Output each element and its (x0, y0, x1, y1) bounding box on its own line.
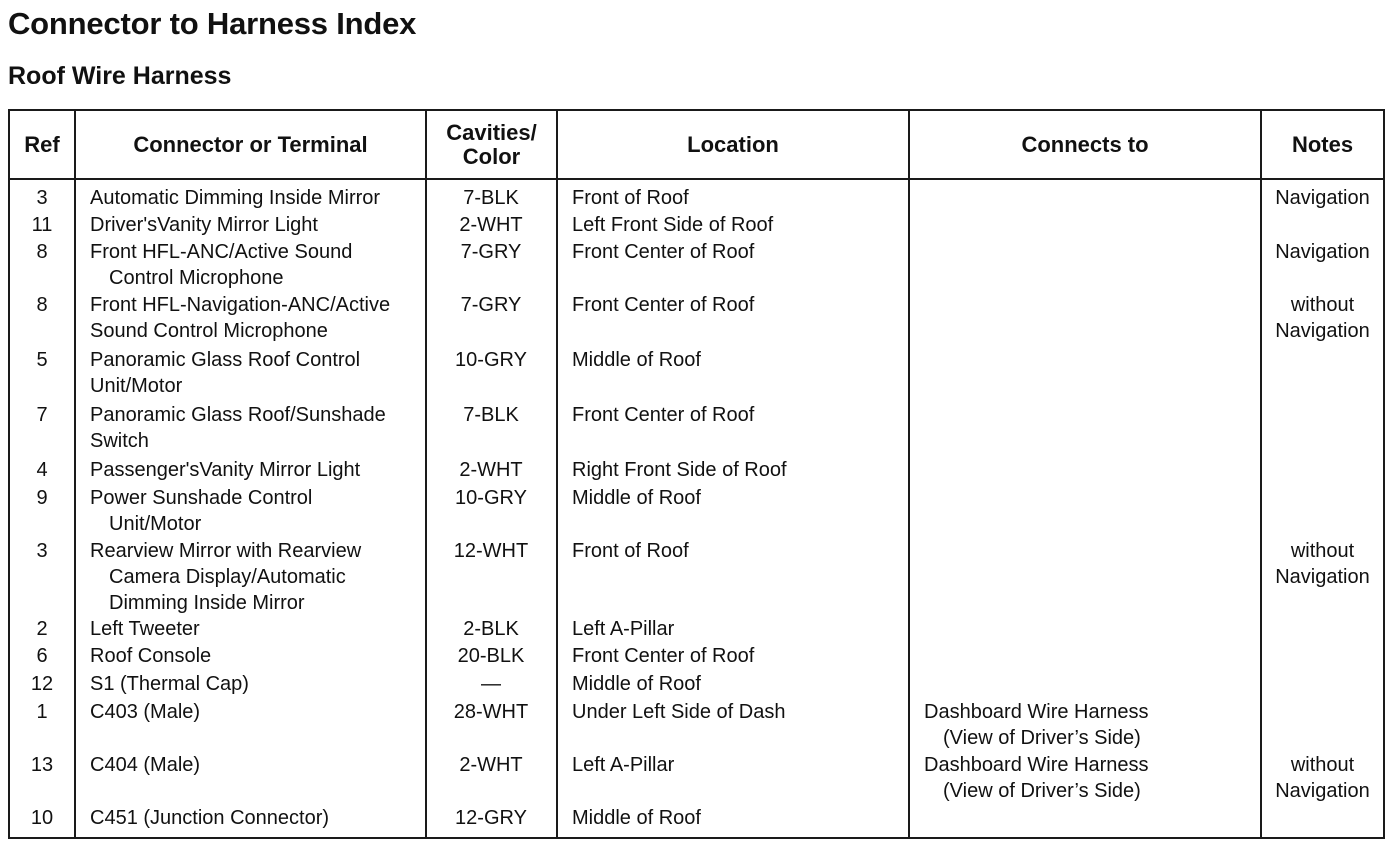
header-cavities (427, 111, 556, 178)
ref-cell: 10 (30, 807, 54, 829)
ref-cell: 1 (36, 701, 48, 723)
cell-line: Unit/Motor (109, 513, 202, 535)
header-ref: Ref (24, 131, 60, 157)
connector-cell (90, 185, 425, 211)
header-cavities-line: Cavities/ (446, 119, 537, 145)
cell-line: Dimming Inside Mirror (109, 592, 305, 614)
ref-cell: 2 (36, 618, 48, 640)
location-cell: Front Center of Roof (572, 645, 755, 667)
connector-cell (90, 457, 425, 483)
cell-line: Panoramic Glass Roof Control (90, 349, 361, 371)
cavities-cell: 28-WHT (453, 701, 529, 723)
cavities-cell: 10-GRY (455, 349, 527, 371)
cell-line: Driver'sVanity Mirror Light (90, 214, 318, 236)
connector-cell (90, 347, 425, 399)
ref-cell: 11 (31, 214, 53, 236)
cell-line: Camera Display/Automatic (109, 566, 346, 588)
connector-cell (90, 485, 425, 537)
column-divider (908, 111, 910, 837)
header-connects-to: Connects to (1021, 131, 1149, 157)
ref-cell: 8 (36, 294, 48, 316)
header-divider (10, 178, 1383, 180)
cell-line: Control Microphone (109, 267, 284, 289)
cavities-cell: 10-GRY (455, 487, 527, 509)
notes-cell (1262, 239, 1383, 265)
connector-cell (90, 402, 425, 454)
connector-index-table (8, 109, 1385, 839)
cavities-cell: 12-GRY (455, 807, 527, 829)
cell-line: Unit/Motor (90, 375, 183, 397)
cavities-cell: 2-WHT (459, 754, 523, 776)
cell-line: Switch (90, 430, 149, 452)
location-cell: Front Center of Roof (572, 241, 755, 263)
ref-cell: 12 (30, 673, 54, 695)
cell-line: Navigation (1275, 566, 1370, 588)
connects-to-cell (924, 699, 1259, 751)
cell-line: Navigation (1275, 780, 1370, 802)
notes-cell (1262, 752, 1383, 804)
cell-line: without (1290, 540, 1355, 562)
location-cell: Right Front Side of Roof (572, 459, 787, 481)
location-cell: Left A-Pillar (572, 754, 675, 776)
cell-line: C403 (Male) (90, 701, 201, 723)
cell-line: Power Sunshade Control (90, 487, 313, 509)
location-cell: Middle of Roof (572, 807, 701, 829)
cell-line: Dashboard Wire Harness (924, 754, 1149, 776)
cavities-cell: 2-BLK (463, 618, 519, 640)
location-cell: Middle of Roof (572, 349, 701, 371)
cell-line: C451 (Junction Connector) (90, 807, 330, 829)
connects-to-cell (924, 752, 1259, 804)
header-connector: Connector or Terminal (133, 131, 368, 157)
cell-line: Panoramic Glass Roof/Sunshade (90, 404, 386, 426)
cell-line: Left Tweeter (90, 618, 200, 640)
location-cell: Front of Roof (572, 540, 689, 562)
cavities-cell: 12-WHT (453, 540, 529, 562)
ref-cell: 8 (36, 241, 48, 263)
column-divider (556, 111, 558, 837)
cell-line: Dashboard Wire Harness (924, 701, 1149, 723)
cell-line: Navigation (1275, 320, 1370, 342)
ref-cell: 5 (36, 349, 48, 371)
header-location: Location (687, 131, 779, 157)
cavities-cell: 2-WHT (459, 459, 523, 481)
location-cell: Left A-Pillar (572, 618, 675, 640)
header-cavities-line: Color (462, 143, 521, 169)
cell-line: Navigation (1275, 187, 1370, 209)
cavities-cell: 7-GRY (460, 241, 522, 263)
cell-line: S1 (Thermal Cap) (90, 673, 249, 695)
ref-cell: 6 (36, 645, 48, 667)
cell-line: Roof Console (90, 645, 212, 667)
ref-cell: 9 (36, 487, 48, 509)
cell-line: Rearview Mirror with Rearview (90, 540, 362, 562)
cell-line: (View of Driver’s Side) (943, 780, 1141, 802)
cell-line: without (1290, 294, 1355, 316)
cell-line: Sound Control Microphone (90, 320, 328, 342)
ref-cell: 4 (36, 459, 48, 481)
notes-cell (1262, 538, 1383, 590)
ref-cell: 13 (30, 754, 54, 776)
location-cell: Front of Roof (572, 187, 689, 209)
connector-cell (90, 616, 425, 642)
page-title: Connector to Harness Index (8, 6, 417, 41)
cell-line: Automatic Dimming Inside Mirror (90, 187, 381, 209)
cell-line: Front HFL-ANC/Active Sound (90, 241, 353, 263)
page-subtitle: Roof Wire Harness (8, 62, 232, 90)
header-notes: Notes (1291, 131, 1354, 157)
location-cell: Under Left Side of Dash (572, 701, 786, 723)
connector-cell (90, 292, 425, 344)
connector-cell (90, 239, 425, 291)
connector-cell (90, 212, 425, 238)
column-divider (1260, 111, 1262, 837)
column-divider (74, 111, 76, 837)
connector-cell (90, 643, 425, 669)
cell-line: C404 (Male) (90, 754, 201, 776)
notes-cell (1262, 185, 1383, 211)
ref-cell: 7 (36, 404, 48, 426)
ref-cell: 3 (36, 540, 48, 562)
connector-cell (90, 752, 425, 778)
cavities-cell: 20-BLK (457, 645, 525, 667)
cell-line: Navigation (1275, 241, 1370, 263)
cavities-cell: 2-WHT (459, 214, 523, 236)
notes-cell (1262, 292, 1383, 344)
location-cell: Left Front Side of Roof (572, 214, 774, 236)
location-cell: Front Center of Roof (572, 404, 755, 426)
connector-cell (90, 699, 425, 725)
cell-line: without (1290, 754, 1355, 776)
cell-line: Passenger'sVanity Mirror Light (90, 459, 361, 481)
connector-cell (90, 671, 425, 697)
cavities-cell: 7-BLK (463, 187, 519, 209)
cell-line: (View of Driver’s Side) (943, 727, 1141, 749)
cavities-cell: — (481, 673, 501, 695)
cavities-cell: 7-GRY (460, 294, 522, 316)
connector-cell (90, 538, 425, 616)
cell-line: Front HFL-Navigation-ANC/Active (90, 294, 391, 316)
location-cell: Front Center of Roof (572, 294, 755, 316)
location-cell: Middle of Roof (572, 487, 701, 509)
cavities-cell: 7-BLK (463, 404, 519, 426)
ref-cell: 3 (36, 187, 48, 209)
connector-cell (90, 805, 425, 831)
location-cell: Middle of Roof (572, 673, 701, 695)
